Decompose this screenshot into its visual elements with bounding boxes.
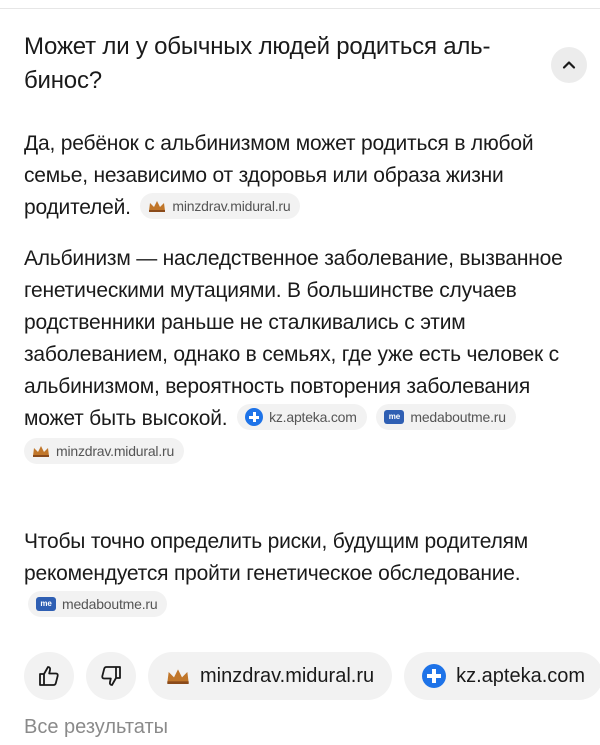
source-chip-label: minzdrav.midural.ru	[172, 198, 291, 215]
like-button[interactable]	[24, 652, 74, 700]
crown-logo-icon	[166, 668, 190, 684]
me-logo-icon: me	[384, 410, 404, 424]
me-logo-icon: me	[36, 597, 56, 611]
source-chip-minzdrav[interactable]	[140, 193, 300, 219]
source-pill-minzdrav[interactable]	[148, 652, 392, 700]
feedback-actions	[24, 652, 600, 700]
answer-paragraph-2	[24, 243, 584, 467]
top-divider	[0, 8, 600, 9]
collapse-button[interactable]	[551, 47, 587, 83]
source-chip-minzdrav[interactable]	[24, 438, 184, 464]
source-pill-label: minzdrav.midural.ru	[200, 664, 375, 687]
source-chip-label: kz.apteka.com	[269, 409, 357, 426]
medical-cross-icon	[422, 664, 446, 688]
source-chip-label: minzdrav.midural.ru	[56, 443, 175, 460]
source-chip-medaboutme[interactable]	[376, 404, 515, 430]
crown-logo-icon	[148, 200, 166, 212]
thumbs-up-icon	[37, 664, 61, 688]
source-pill-label: kz.apteka.com	[456, 664, 586, 687]
source-chip-label: medaboutme.ru	[62, 596, 158, 613]
answer-paragraph-3	[24, 526, 584, 622]
source-chip-label: medaboutme.ru	[410, 409, 506, 426]
question-title: Может ли у обычных людей родиться альбинос?	[24, 33, 491, 94]
paragraph-text: Чтобы точно определить риски, будущим родителям рекомендуется пройти генетическое обследование.	[24, 530, 529, 585]
chevron-up-icon	[561, 57, 577, 73]
answer-paragraph-1	[24, 128, 584, 224]
dislike-button[interactable]	[86, 652, 136, 700]
crown-logo-icon	[32, 445, 50, 457]
thumbs-down-icon	[99, 664, 123, 688]
paragraph-text: Да, ребёнок с альбинизмом может родиться в любой семье, независимо от здоровья или образа жизни родителей.	[24, 132, 534, 219]
source-pill-apteka[interactable]	[404, 652, 600, 700]
source-chip-medaboutme[interactable]	[28, 591, 167, 617]
source-chip-apteka[interactable]	[237, 404, 367, 430]
all-results-link[interactable]: Все результаты	[24, 716, 169, 738]
paragraph-text: Альбинизм — наследственное заболевание, вызванное генетическими мутациями. В большинстве случаев родственники раньше не сталкивались с этим заболеванием, однако в семьях, где уже есть человек с альбинизмом, вероятность повторения заболевания может быть высокой.	[24, 247, 563, 430]
medical-cross-icon	[245, 408, 263, 426]
answer-header	[24, 30, 524, 98]
